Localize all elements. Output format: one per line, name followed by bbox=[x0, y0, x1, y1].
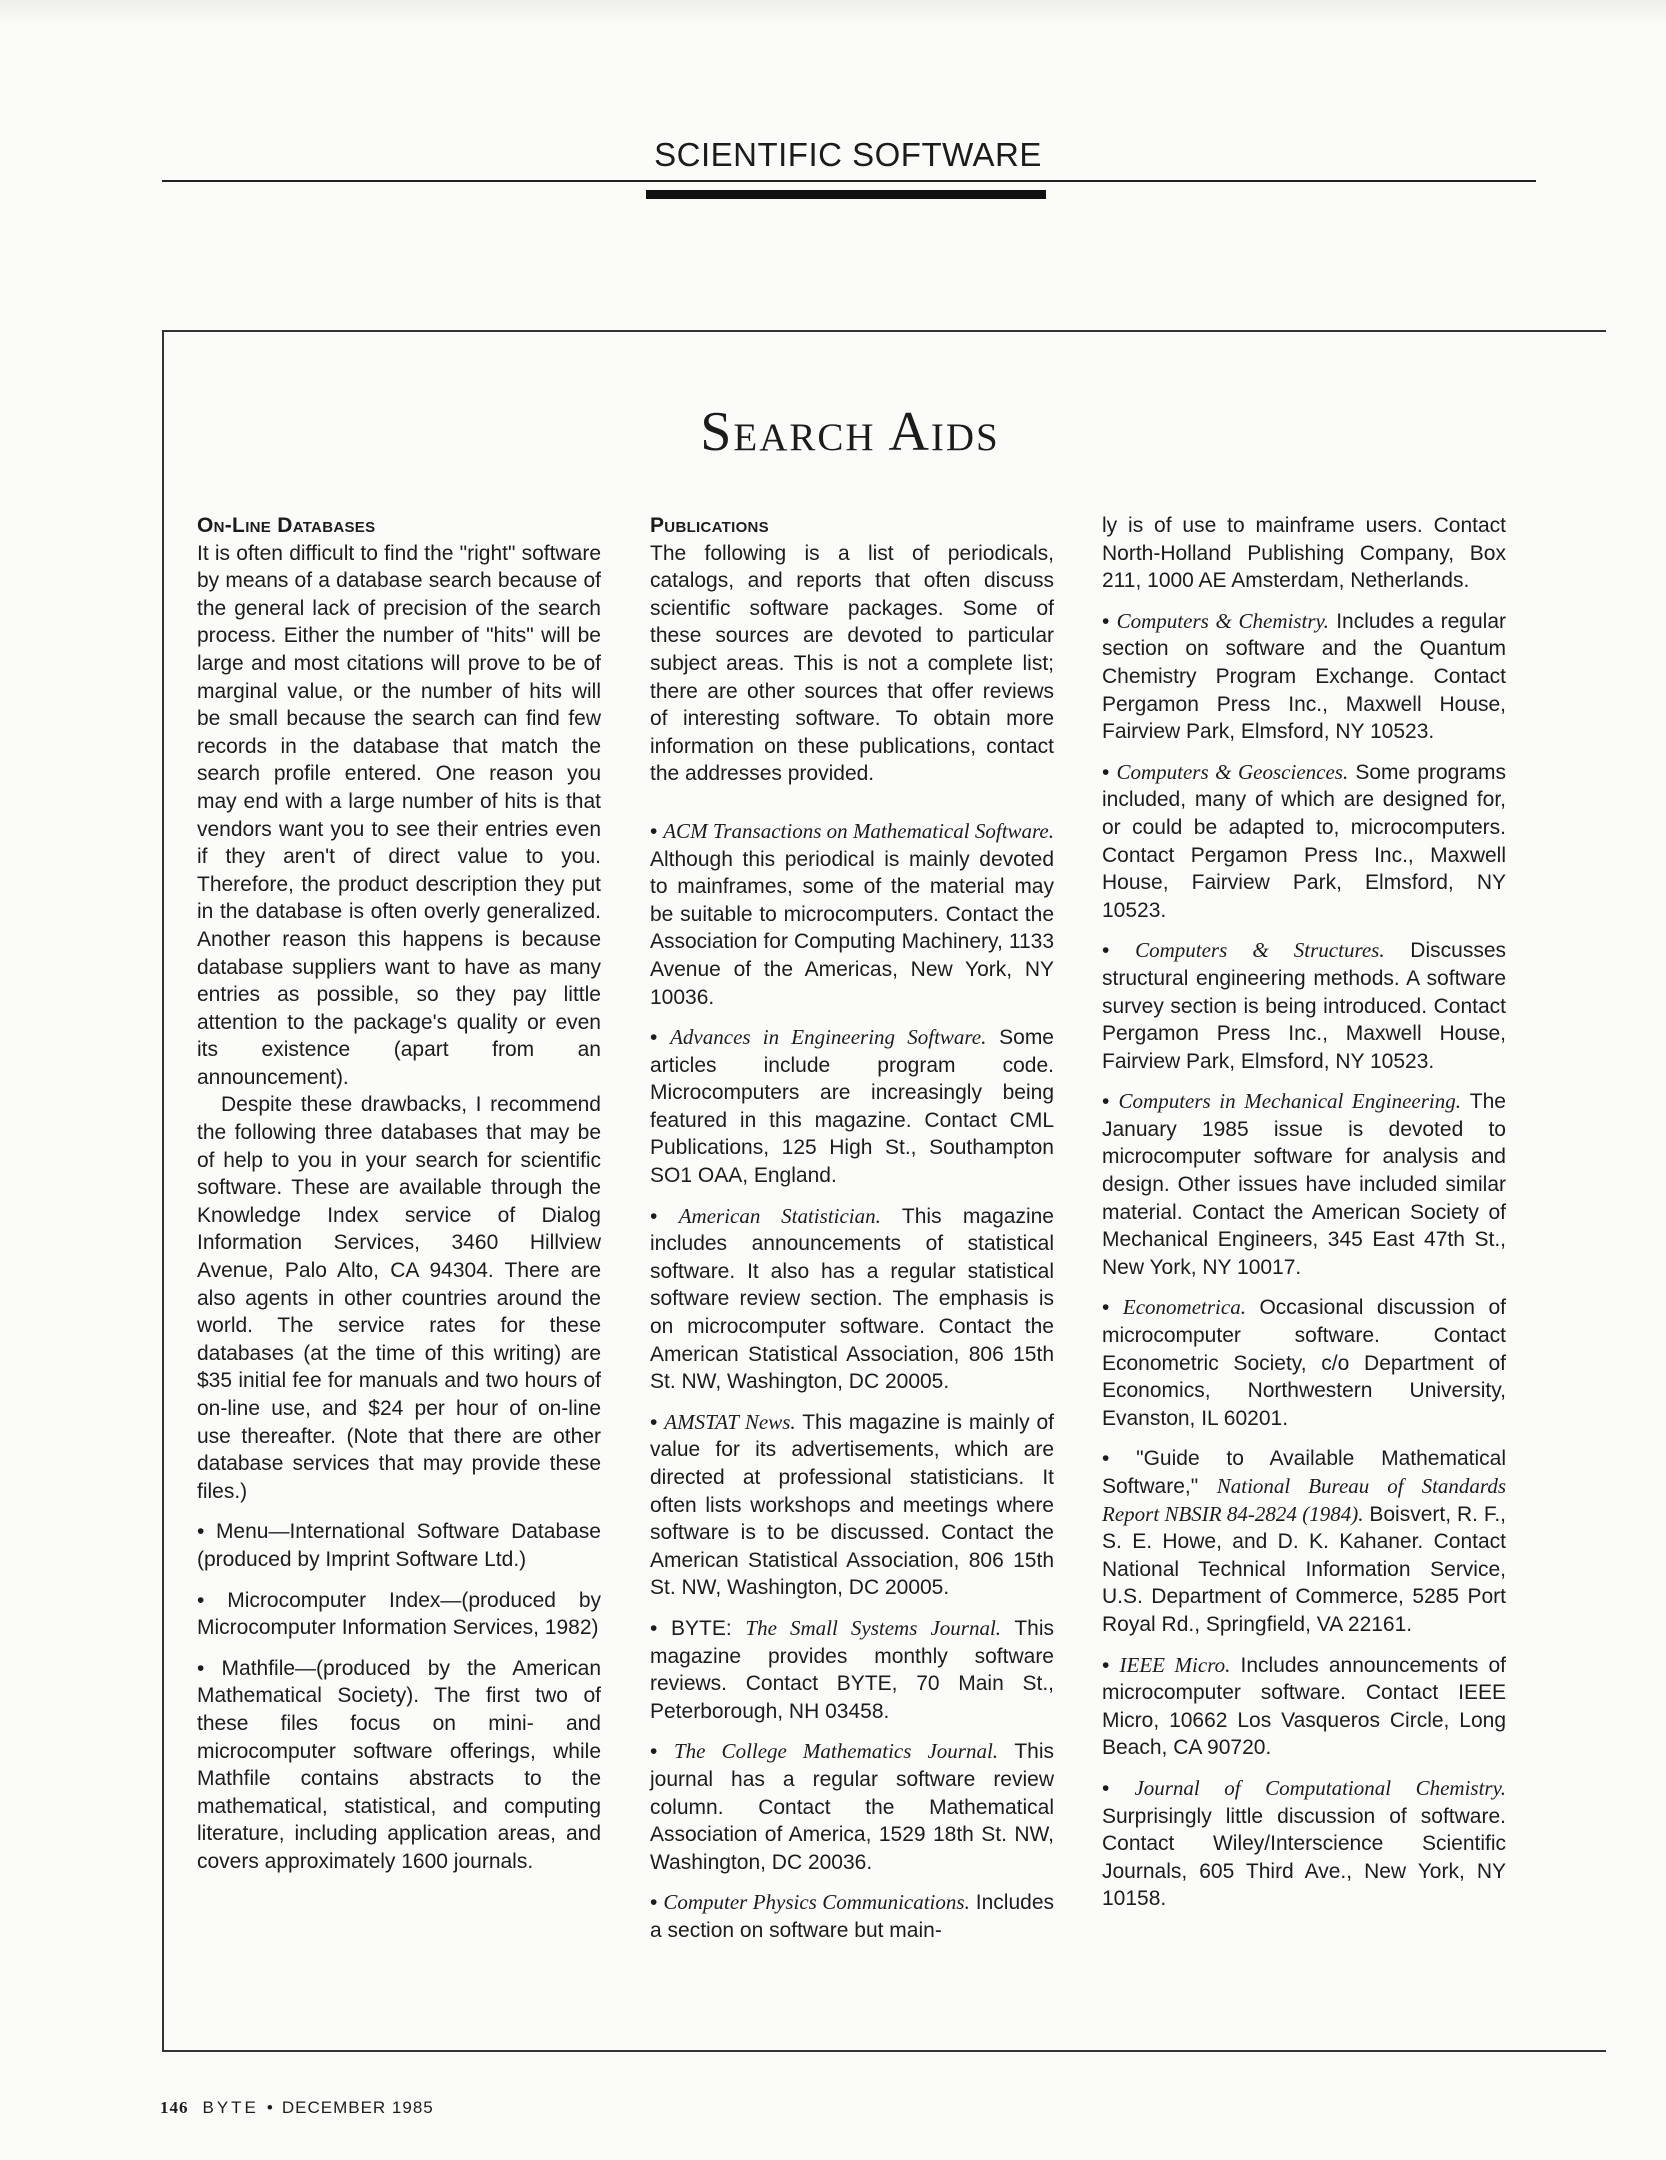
publication-text: Includes a regular section on software and the Quantum Chemistry Program Exchange. Contact Pergamon Press Inc., Maxwell House, Fairview Park, Elmsford, NY 10523. bbox=[1102, 609, 1506, 744]
publication-item bbox=[1102, 937, 1506, 1075]
publication-text: Occasional discussion of microcomputer software. Contact Econometric Society, c/o Department of Economics, Northwestern University, Evanston, IL 60201. bbox=[1102, 1296, 1506, 1430]
publication-item bbox=[1102, 608, 1506, 746]
publication-text: The January 1985 issue is devoted to microcomputer software for analysis and design. Other issues have included similar material. Contact the American Society of Mechanical Engineers, 345 East 47th St., New York, NY 10017. bbox=[1102, 1090, 1506, 1279]
publication-text: Surprisingly little discussion of software. Contact Wiley/Interscience Scientific Journals, 605 Third Ave., New York, NY 10158. bbox=[1102, 1804, 1506, 1911]
publication-text: This journal has a regular software review column. Contact the Mathematical Association of America, 1529 18th St. NW, Washington, DC 20036. bbox=[650, 1740, 1054, 1874]
database-item: • Menu—International Software Database (produced by Imprint Software Ltd.) bbox=[197, 1518, 601, 1573]
publication-text: Some articles include program code. Microcomputers are increasingly being featured in this magazine. Contact CML Publications, 125 High St., Southampton SO1 OAA, England. bbox=[650, 1026, 1054, 1188]
publication-item bbox=[1102, 1294, 1506, 1432]
paragraph: The following is a list of periodicals, catalogs, and reports that often discuss scientific software packages. Some of these sources are devoted to particular subject areas. This is not a complete list; there are other sources that offer reviews of interesting software. To obtain more information on these publications, contact the addresses provided. bbox=[650, 541, 1054, 786]
footer-separator: • bbox=[266, 2098, 274, 2117]
publication-text: This magazine provides monthly software reviews. Contact BYTE, 70 Main St., Peterborough, NH 03458. bbox=[650, 1616, 1054, 1723]
paragraph: It is often difficult to find the "right" software by means of a database search because of the general lack of precision of the search process. Either the number of "hits" will be large and most citations will prove to be of marginal value, or the number of hits will be small because the search can find few records in the database that match the search profile entered. One reason you may end with a large number of hits is that vendors want you to see their entries even if they aren't of direct value to you. Therefore, the product description they put in the database is often overly generalized. Another reason this happens is because database suppliers want to have as many entries as possible, so they pay little attention to the package's quality or even its existence (apart from an announcement). bbox=[197, 541, 601, 1089]
publication-item bbox=[650, 1738, 1054, 1876]
column-3 bbox=[1102, 512, 1506, 1926]
publication-title: Econometrica. bbox=[1122, 1295, 1246, 1320]
publication-text: Discusses structural engineering methods. A software survey section is being introduced. Contact Pergamon Press Inc., Maxwell House, Fairview Park, Elmsford, NY 10523. bbox=[1102, 939, 1507, 1073]
publication-title: The Small Systems Journal. bbox=[745, 1615, 1002, 1640]
publication-title: American Statistician. bbox=[678, 1203, 881, 1228]
publication-item bbox=[650, 1615, 1054, 1725]
issue-date: DECEMBER 1985 bbox=[281, 2098, 434, 2117]
publication-prefix: BYTE: bbox=[671, 1616, 746, 1640]
publication-text: Although this periodical is mainly devoted to mainframes, some of the material may be suitable to microcomputers. Contact the Association for Computing Machinery, 1133 Avenue of the Americas, New York, NY 10036. bbox=[650, 847, 1054, 1009]
publication-title: Computer Physics Communications. bbox=[663, 1890, 970, 1915]
publication-title: Computers & Geosciences. bbox=[1116, 759, 1349, 784]
online-databases-heading: On-Line Databases bbox=[197, 514, 376, 537]
publication-item bbox=[650, 1889, 1054, 1944]
publication-text: This magazine includes announcements of statistical software. It also has a regular statistical software review section. The emphasis is on microcomputer software. Contact the American Statistical Association, 806 15th St. NW, Washington, DC 20005. bbox=[650, 1204, 1054, 1394]
publication-item bbox=[650, 1409, 1054, 1602]
publication-text: Includes announcements of microcomputer software. Contact IEEE Micro, 10662 Los Vasqueros Circle, Long Beach, CA 90720. bbox=[1102, 1653, 1506, 1760]
publication-title: National Bureau of Standards Report NBSIR 84-2824 (1984). bbox=[1102, 1474, 1506, 1526]
database-item: • Microcomputer Index—(produced by Microcomputer Information Services, 1982) bbox=[197, 1587, 601, 1642]
publication-title: Advances in Engineering Software. bbox=[670, 1025, 987, 1050]
column-2 bbox=[650, 512, 1054, 1958]
page-number: 146 bbox=[160, 2098, 189, 2117]
publication-item bbox=[1102, 1088, 1506, 1281]
database-item: • Mathfile—(produced by the American Mathematical Society). The first two of these files focus on mini- and microcomputer software offerings, while Mathfile contains abstracts to the mathematical, statistical, and computing literature, including application areas, and covers approximately 1600 journals. bbox=[197, 1655, 601, 1876]
publication-text: This magazine is mainly of value for its advertisements, which are directed at professional statisticians. It often lists workshops and meetings where software is to be discussed. Contact the American Statistical Association, 806 15th St. NW, Washington, DC 20005. bbox=[650, 1410, 1055, 1600]
scan-edge bbox=[0, 0, 1666, 26]
section-title: SCIENTIFIC SOFTWARE bbox=[654, 136, 1042, 173]
publication-title: IEEE Micro. bbox=[1119, 1652, 1231, 1677]
publication-title: Journal of Computational Chemistry. bbox=[1134, 1775, 1507, 1800]
publication-title: ACM Transactions on Mathematical Software. bbox=[663, 818, 1055, 843]
paragraph: Despite these drawbacks, I recommend the following three databases that may be of help to you in your search for scientific software. These are available through the Knowledge Index service of Dialog Information Services, 3460 Hillview Avenue, Palo Alto, CA 94304. There are also agents in other countries around the world. The service rates for these databases (at the time of this writing) are $35 initial fee for manuals and two hours of on-line use, and $24 per hour of on-line use thereafter. (Note that there are other database services that may provide these files.) bbox=[197, 1093, 601, 1503]
header-bar bbox=[646, 190, 1046, 199]
publication-item bbox=[1102, 1652, 1506, 1762]
publication-title: Computers in Mechanical Engineering. bbox=[1118, 1089, 1461, 1114]
publication-title: Computers & Structures. bbox=[1135, 938, 1385, 963]
continued-text: ly is of use to mainframe users. Contact North-Holland Publishing Company, Box 211, 1000 AE Amsterdam, Netherlands. bbox=[1102, 514, 1506, 593]
publication-prefix: "Guide to Available Mathematical Software," bbox=[1102, 1447, 1506, 1498]
publications-heading: Publications bbox=[650, 514, 769, 537]
column-1 bbox=[197, 512, 601, 1889]
magazine-name: BYTE bbox=[202, 2098, 259, 2117]
page-title: Search Aids bbox=[700, 401, 1000, 463]
publication-item bbox=[650, 1203, 1054, 1396]
publication-item bbox=[1102, 1775, 1506, 1913]
publication-text: Boisvert, R. F., S. E. Howe, and D. K. Kahaner. Contact National Technical Information Service, U.S. Department of Commerce, 5285 Port Royal Rd., Springfield, VA 22161. bbox=[1102, 1502, 1506, 1636]
publication-title: Computers & Chemistry. bbox=[1116, 608, 1329, 633]
header-rule bbox=[162, 180, 1536, 182]
publication-title: AMSTAT News. bbox=[664, 1409, 796, 1434]
page-footer bbox=[160, 2098, 434, 2118]
publication-item bbox=[650, 818, 1054, 1011]
publication-text: Some programs included, many of which are designed for, or could be adapted to, microcomputers. Contact Pergamon Press Inc., Maxwell House, Fairview Park, Elmsford, NY 10523. bbox=[1102, 760, 1506, 922]
publication-item bbox=[650, 1024, 1054, 1190]
publication-text: Includes a section on software but main- bbox=[650, 1891, 1055, 1942]
publication-title: The College Mathematics Journal. bbox=[674, 1739, 999, 1764]
publication-item bbox=[1102, 759, 1506, 925]
publication-item bbox=[1102, 1445, 1506, 1638]
